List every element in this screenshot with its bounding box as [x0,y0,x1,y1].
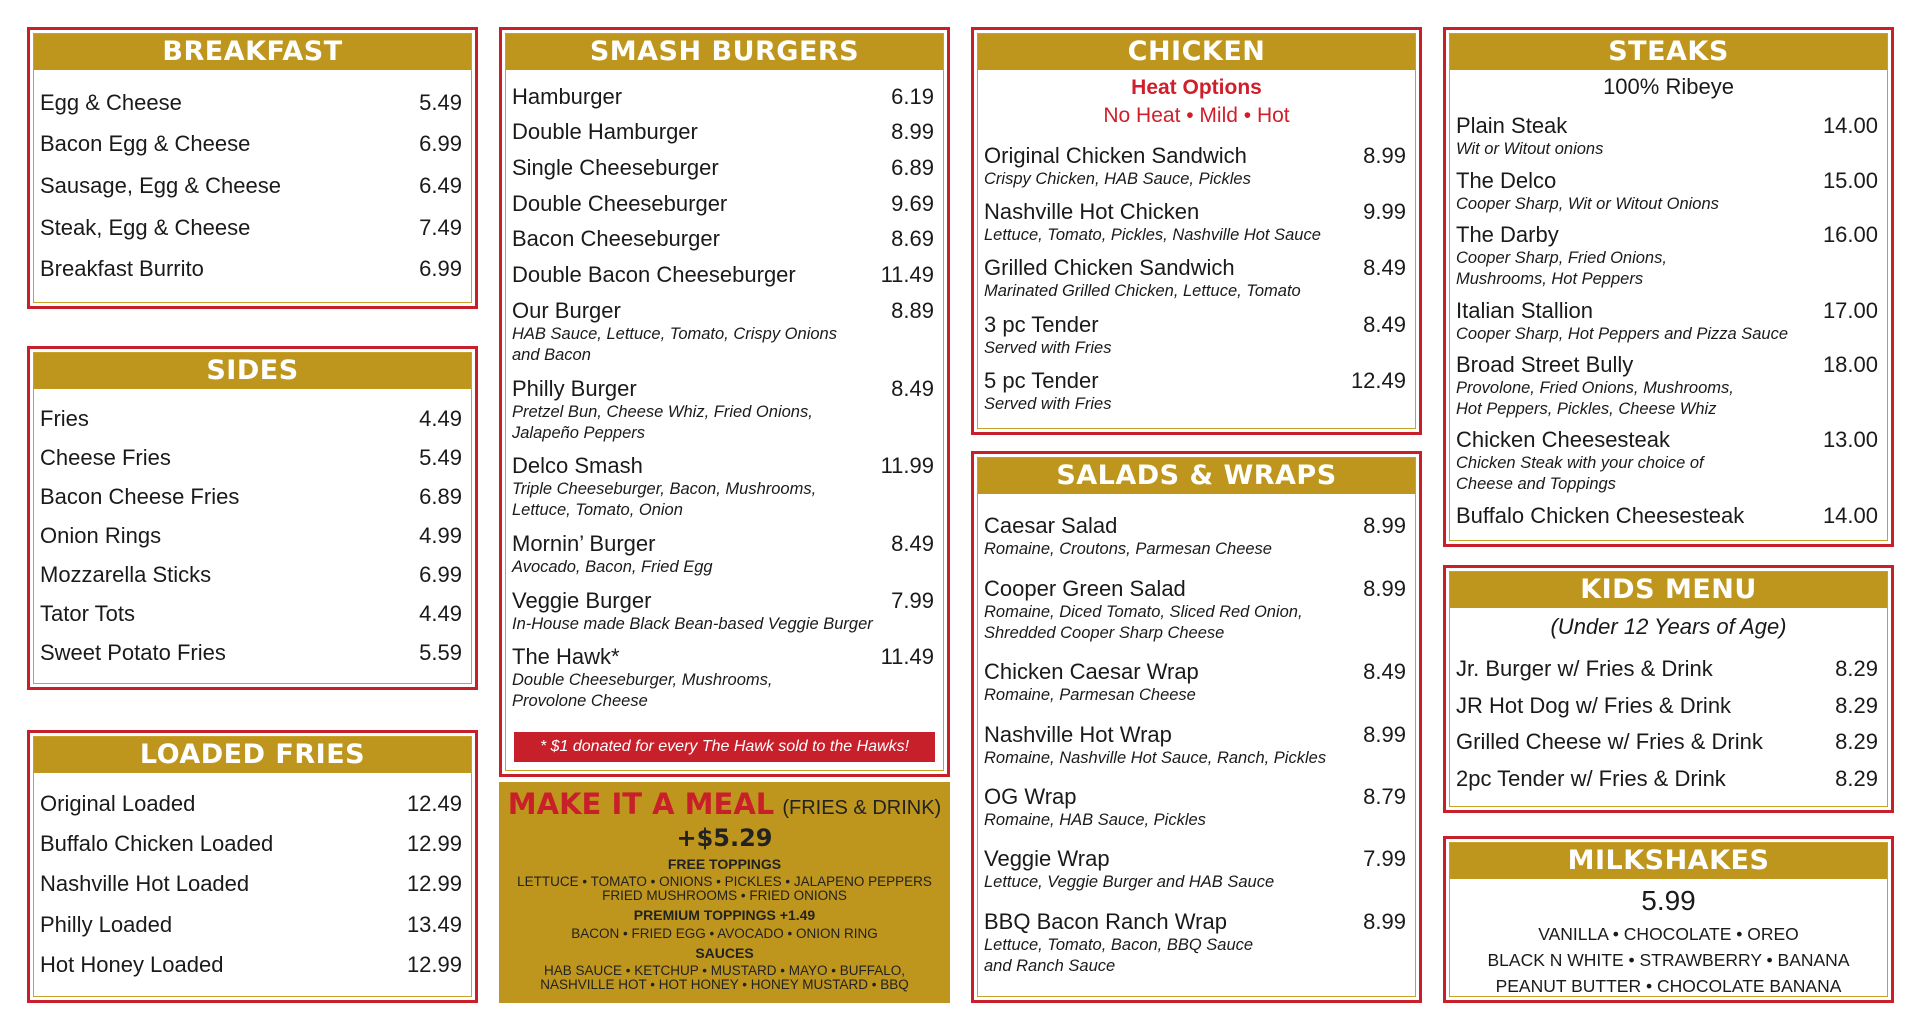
menu-item-row [512,588,934,614]
menu-item-description: Cooper Sharp, Wit or Witout Onions [1456,194,1719,213]
menu-item [512,191,934,217]
menu-item-name: Original Chicken Sandwich [984,143,1247,169]
heat-options-title: Heat Options [1131,76,1262,99]
menu-item [512,376,934,444]
menu-item-name: Original Loaded [40,791,196,817]
menu-item-name: Buffalo Chicken Cheesesteak [1456,502,1745,528]
menu-item-name: Double Bacon Cheeseburger [512,262,796,288]
menu-item-name: Delco Smash [512,453,643,479]
menu-item-row [40,640,462,666]
menu-item-name: Bacon Cheeseburger [512,226,720,252]
menu-item-row [984,784,1406,810]
menu-item-price: 6.99 [419,131,462,157]
menu-item-row [40,484,462,510]
menu-item [984,846,1406,893]
menu-item-row [512,226,934,252]
menu-item-price: 4.99 [419,523,462,548]
menu-item-name: Bacon Cheese Fries [40,484,240,509]
loaded-fries-items [34,773,471,996]
menu-item-row [984,255,1406,281]
menu-item-price: 12.49 [406,791,462,817]
menu-item-description: Crispy Chicken, HAB Sauce, Pickles [984,170,1251,189]
menu-item-name: BBQ Bacon Ranch Wrap [984,908,1227,934]
menu-item-name: Mozzarella Sticks [40,562,212,587]
menu-item-name: Nashville Hot Wrap [984,721,1172,747]
menu-item-price: 5.49 [419,445,462,470]
menu-item [512,84,934,110]
menu-item-name: The Delco [1456,167,1557,193]
menu-item-price: 9.99 [1363,199,1406,225]
menu-item-price: 12.99 [406,951,462,977]
menu-item [40,256,462,282]
menu-item [984,255,1406,302]
menu-item-row [512,453,934,479]
menu-item-row [984,312,1406,338]
menu-item-row [40,562,462,588]
menu-item-name: Tator Tots [40,601,135,626]
menu-item-row [40,406,462,432]
steaks-title: STEAKS [1450,34,1887,70]
menu-item-price: 12.49 [1350,367,1406,393]
menu-item [40,831,462,857]
menu-item [1456,766,1878,792]
sides-panel [27,346,478,690]
menu-item [40,406,462,432]
premium-toppings-heading: PREMIUM TOPPINGS +1.49 [633,907,816,923]
menu-item [40,562,462,588]
menu-item-row [984,143,1406,169]
menu-item-name: 3 pc Tender [984,311,1099,337]
menu-item-name: 5 pc Tender [984,367,1099,393]
menu-item-name: Fries [40,406,89,431]
menu-item [512,644,934,712]
milkshake-flavors-line-2: BLACK N WHITE • STRAWBERRY • BANANA [1487,950,1850,970]
menu-item-name: Broad Street Bully [1456,351,1634,377]
menu-item [1456,693,1878,719]
menu-item-row [1456,113,1878,139]
menu-item-description: Cooper Sharp, Fried Onions, [1456,249,1667,268]
milkshakes-panel [1443,836,1894,1003]
menu-item-price: 18.00 [1822,351,1878,377]
menu-item-description: Lettuce, Tomato, Bacon, BBQ Sauce [984,935,1254,954]
menu-item-price: 7.99 [1363,846,1406,872]
menu-item-row [984,368,1406,394]
free-toppings-line-2: FRIED MUSHROOMS • FRIED ONIONS [602,888,847,903]
menu-item [984,784,1406,831]
menu-item-price: 9.69 [891,190,934,216]
menu-item [40,173,462,199]
menu-item-row [1456,656,1878,682]
menu-item-price: 8.49 [1363,255,1406,281]
menu-item-name: 2pc Tender w/ Fries & Drink [1456,765,1726,791]
menu-item-price: 8.49 [1363,311,1406,337]
menu-item-name: Our Burger [512,297,621,323]
menu-item-name: Sweet Potato Fries [40,640,226,665]
menu-item-row [1456,503,1878,529]
menu-item-name: Double Cheeseburger [512,190,728,216]
menu-item-name: Veggie Wrap [984,846,1110,872]
menu-item-description: HAB Sauce, Lettuce, Tomato, Crispy Onions [512,324,837,343]
menu-item-price: 7.99 [891,587,934,613]
menu-item-name: Nashville Hot Loaded [40,871,250,897]
menu-item-price: 8.99 [1363,908,1406,934]
menu-item-name: Onion Rings [40,523,162,548]
menu-item-name: OG Wrap [984,783,1077,809]
menu-item [984,576,1406,644]
menu-item-name: Cheese Fries [40,445,171,470]
loaded-fries-title: LOADED FRIES [34,737,471,773]
menu-item-description: and Bacon [512,345,591,364]
menu-item-name: Caesar Salad [984,513,1118,539]
menu-item-row [40,791,462,817]
steaks-panel [1443,27,1894,547]
menu-item-price: 4.49 [419,406,462,431]
meal-title-line [499,788,950,824]
menu-item-row [40,912,462,938]
menu-item-name: Breakfast Burrito [40,256,204,282]
salads-wraps-title: SALADS & WRAPS [978,458,1415,494]
salads-wraps-items [978,494,1415,996]
menu-item-price: 8.99 [1363,575,1406,601]
menu-item-name: Grilled Chicken Sandwich [984,255,1235,281]
menu-item-name: Hamburger [512,83,623,109]
menu-item-description: Cooper Sharp, Hot Peppers and Pizza Sauce [1456,324,1789,343]
menu-item [1456,352,1878,420]
menu-item-row [512,531,934,557]
menu-item-price: 8.29 [1835,729,1878,755]
menu-item-row [1456,298,1878,324]
smash-burgers-items [506,70,943,726]
menu-item [1456,222,1878,290]
menu-item [1456,113,1878,160]
menu-item [512,226,934,252]
menu-item-description: Lettuce, Tomato, Onion [512,501,683,520]
make-it-a-meal-panel [499,782,950,1003]
menu-item-price: 13.49 [406,911,462,937]
menu-item-price: 15.00 [1822,167,1878,193]
menu-item-price: 8.99 [1363,513,1406,539]
menu-item [512,298,934,366]
sauces-heading: SAUCES [695,945,754,961]
menu-item-description: Provolone Cheese [512,692,648,711]
menu-item-description: Avocado, Bacon, Fried Egg [512,557,713,576]
menu-item [40,215,462,241]
menu-item-price: 13.00 [1822,427,1878,453]
menu-item-description: Provolone, Fried Onions, Mushrooms, [1456,378,1734,397]
menu-item-description: Served with Fries [984,338,1112,357]
menu-item-name: Jr. Burger w/ Fries & Drink [1456,656,1713,682]
salads-wraps-panel [971,451,1422,1003]
free-toppings-heading: FREE TOPPINGS [667,856,782,872]
menu-item-description: Mushrooms, Hot Peppers [1456,270,1644,289]
menu-item-price: 6.99 [419,256,462,282]
menu-item-row [40,215,462,241]
menu-item-price: 8.89 [891,297,934,323]
menu-item-description: Romaine, HAB Sauce, Pickles [984,810,1206,829]
menu-item-row [40,90,462,116]
menu-item-price: 8.49 [891,530,934,556]
menu-item-name: JR Hot Dog w/ Fries & Drink [1456,692,1732,718]
menu-item-name: Veggie Burger [512,587,652,613]
menu-item [512,119,934,145]
menu-item-price: 8.99 [1363,143,1406,169]
menu-item [512,531,934,578]
steaks-items [1450,102,1887,540]
menu-item [40,791,462,817]
menu-item-name: Cooper Green Salad [984,575,1186,601]
menu-item-name: Nashville Hot Chicken [984,199,1200,225]
smash-burgers-panel [499,27,950,777]
breakfast-title: BREAKFAST [34,34,471,70]
menu-item-price: 8.29 [1835,656,1878,682]
menu-item [40,912,462,938]
menu-item [40,131,462,157]
menu-item-row [984,199,1406,225]
menu-item-row [40,173,462,199]
menu-item-price: 11.49 [880,262,934,288]
chicken-panel [971,27,1422,435]
menu-item-description: Shredded Cooper Sharp Cheese [984,623,1225,642]
menu-item-description: In-House made Black Bean-based Veggie Burger [512,614,873,633]
menu-item [984,909,1406,977]
menu-item-row [40,831,462,857]
menu-item-row [512,376,934,402]
menu-item-name: Plain Steak [1456,113,1568,139]
menu-item-price: 8.99 [891,119,934,145]
menu-item-row [512,119,934,145]
menu-item-row [512,644,934,670]
menu-item-price: 4.49 [419,601,462,626]
menu-item [1456,729,1878,755]
milkshakes-title: MILKSHAKES [1450,843,1887,879]
menu-item [40,952,462,978]
menu-item-price: 16.00 [1822,222,1878,248]
menu-item-name: Single Cheeseburger [512,155,719,181]
menu-item-price: 14.00 [1822,113,1878,139]
menu-item-row [1456,766,1878,792]
menu-item-price: 5.59 [419,640,462,665]
menu-item [1456,298,1878,345]
menu-item [984,199,1406,246]
menu-item-price: 6.89 [419,484,462,509]
menu-item-description: Chicken Steak with your choice of [1456,454,1704,473]
menu-item [40,445,462,471]
menu-item-name: Bacon Egg & Cheese [40,131,251,157]
menu-item-price: 11.49 [880,644,934,670]
menu-item-row [1456,729,1878,755]
menu-item [40,640,462,666]
menu-item-row [984,909,1406,935]
menu-item-name: Grilled Cheese w/ Fries & Drink [1456,729,1763,755]
menu-item-description: Double Cheeseburger, Mushrooms, [512,671,773,690]
menu-item-row [40,445,462,471]
menu-item [984,368,1406,415]
menu-item [984,143,1406,190]
menu-item-description: Romaine, Parmesan Cheese [984,686,1196,705]
menu-item-name: Chicken Cheesesteak [1456,427,1671,453]
menu-item-row [1456,427,1878,453]
menu-item-price: 6.49 [419,172,462,198]
steaks-subtitle: 100% Ribeye [1603,74,1734,99]
menu-item-row [512,155,934,181]
menu-item-name: The Darby [1456,222,1559,248]
menu-item-row [40,952,462,978]
menu-item-name: Egg & Cheese [40,89,182,115]
breakfast-panel [27,27,478,309]
menu-item-description: Romaine, Nashville Hot Sauce, Ranch, Pickles [984,748,1327,767]
sauces-line-2: NASHVILLE HOT • HOT HONEY • HONEY MUSTARD • BBQ [540,977,909,992]
menu-item-row [40,131,462,157]
sauces-line-1: HAB SAUCE • KETCHUP • MUSTARD • MAYO • BUFFALO, [544,963,905,978]
menu-item-row [984,659,1406,685]
menu-item-row [984,722,1406,748]
menu-item-row [1456,693,1878,719]
menu-item [40,871,462,897]
menu-item [984,513,1406,560]
menu-item-row [1456,352,1878,378]
menu-item-price: 6.89 [891,155,934,181]
menu-item-description: Romaine, Croutons, Parmesan Cheese [984,540,1272,559]
menu-item [984,312,1406,359]
menu-item-name: Sausage, Egg & Cheese [40,172,281,198]
premium-toppings-line: BACON • FRIED EGG • AVOCADO • ONION RING [571,926,878,941]
menu-item-description: Lettuce, Tomato, Pickles, Nashville Hot Sauce [984,226,1321,245]
heat-options: No Heat • Mild • Hot [1103,104,1290,127]
menu-item-name: Hot Honey Loaded [40,951,224,977]
menu-item-price: 8.49 [1363,659,1406,685]
menu-item-price: 12.99 [406,831,462,857]
kids-menu-subtitle: (Under 12 Years of Age) [1550,614,1787,639]
menu-item-description: Lettuce, Veggie Burger and HAB Sauce [984,873,1275,892]
menu-item-name: Italian Stallion [1456,297,1593,323]
menu-item-price: 8.79 [1363,783,1406,809]
menu-item [40,601,462,627]
menu-item-row [40,523,462,549]
menu-item [512,155,934,181]
milkshake-price: 5.99 [1641,885,1696,916]
chicken-title: CHICKEN [978,34,1415,70]
menu-item-description: and Ranch Sauce [984,956,1116,975]
donation-note: * $1 donated for every The Hawk sold to the Hawks! [514,732,935,762]
menu-item [1456,656,1878,682]
menu-item-row [40,601,462,627]
menu-item [512,453,934,521]
menu-item-row [40,256,462,282]
meal-title-suffix: (FRIES & DRINK) [782,797,942,819]
menu-item-price: 11.99 [880,453,934,479]
menu-item-name: Philly Loaded [40,911,173,937]
menu-item-name: Philly Burger [512,375,637,401]
menu-item-price: 6.19 [891,83,934,109]
menu-item-row [984,846,1406,872]
menu-item-row [984,576,1406,602]
menu-item [984,722,1406,769]
menu-item-name: Chicken Caesar Wrap [984,659,1199,685]
sides-items [34,389,471,683]
menu-item-price: 8.29 [1835,765,1878,791]
menu-item-description: Wit or Witout onions [1456,140,1604,159]
menu-item-row [1456,222,1878,248]
menu-item-description: Served with Fries [984,394,1112,413]
menu-item-price: 5.49 [419,89,462,115]
kids-menu-title: KIDS MENU [1450,572,1887,608]
menu-item-price: 14.00 [1822,502,1878,528]
menu-item [1456,168,1878,215]
menu-item [1456,503,1878,529]
sides-title: SIDES [34,353,471,389]
breakfast-items [34,70,471,302]
menu-item-price: 6.99 [419,562,462,587]
menu-item-row [512,298,934,324]
milkshake-flavors-line-3: PEANUT BUTTER • CHOCOLATE BANANA [1495,976,1842,996]
menu-item-description: Cheese and Toppings [1456,475,1616,494]
kids-menu-panel [1443,565,1894,813]
menu-item [40,484,462,510]
meal-price: +$5.29 [676,824,773,852]
smash-burgers-title: SMASH BURGERS [506,34,943,70]
milkshake-flavors-line-1: VANILLA • CHOCOLATE • OREO [1538,924,1799,944]
menu-item-description: Marinated Grilled Chicken, Lettuce, Tomato [984,282,1301,301]
menu-item-price: 12.99 [406,871,462,897]
menu-item [984,659,1406,706]
menu-item [40,523,462,549]
free-toppings-line-1: LETTUCE • TOMATO • ONIONS • PICKLES • JALAPENO PEPPERS [517,874,932,889]
menu-item-row [40,871,462,897]
menu-item-price: 8.99 [1363,721,1406,747]
menu-item-price: 8.69 [891,226,934,252]
menu-item-description: Pretzel Bun, Cheese Whiz, Fried Onions, [512,402,813,421]
menu-item-name: Mornin’ Burger [512,530,656,556]
menu-item-row [1456,168,1878,194]
menu-item-name: Double Hamburger [512,119,698,145]
kids-menu-items [1450,642,1887,806]
meal-title: MAKE IT A MEAL [507,787,775,821]
menu-item-price: 17.00 [1822,297,1878,323]
menu-item-price: 8.29 [1835,692,1878,718]
menu-item-price: 8.49 [891,375,934,401]
menu-item [512,588,934,635]
menu-item-row [984,513,1406,539]
menu-item-row [512,262,934,288]
menu-item-description: Jalapeño Peppers [512,423,646,442]
menu-item [512,262,934,288]
menu-item-description: Romaine, Diced Tomato, Sliced Red Onion, [984,602,1303,621]
menu-item-price: 7.49 [419,214,462,240]
menu-item-description: Triple Cheeseburger, Bacon, Mushrooms, [512,480,817,499]
chicken-items [978,130,1415,428]
menu-item [40,90,462,116]
loaded-fries-panel [27,730,478,1003]
menu-item-name: The Hawk* [512,644,620,670]
menu-item-name: Buffalo Chicken Loaded [40,831,274,857]
menu-item-description: Hot Peppers, Pickles, Cheese Whiz [1456,399,1717,418]
menu-item-row [512,191,934,217]
menu-item-name: Steak, Egg & Cheese [40,214,251,240]
menu-item [1456,427,1878,495]
menu-item-row [512,84,934,110]
